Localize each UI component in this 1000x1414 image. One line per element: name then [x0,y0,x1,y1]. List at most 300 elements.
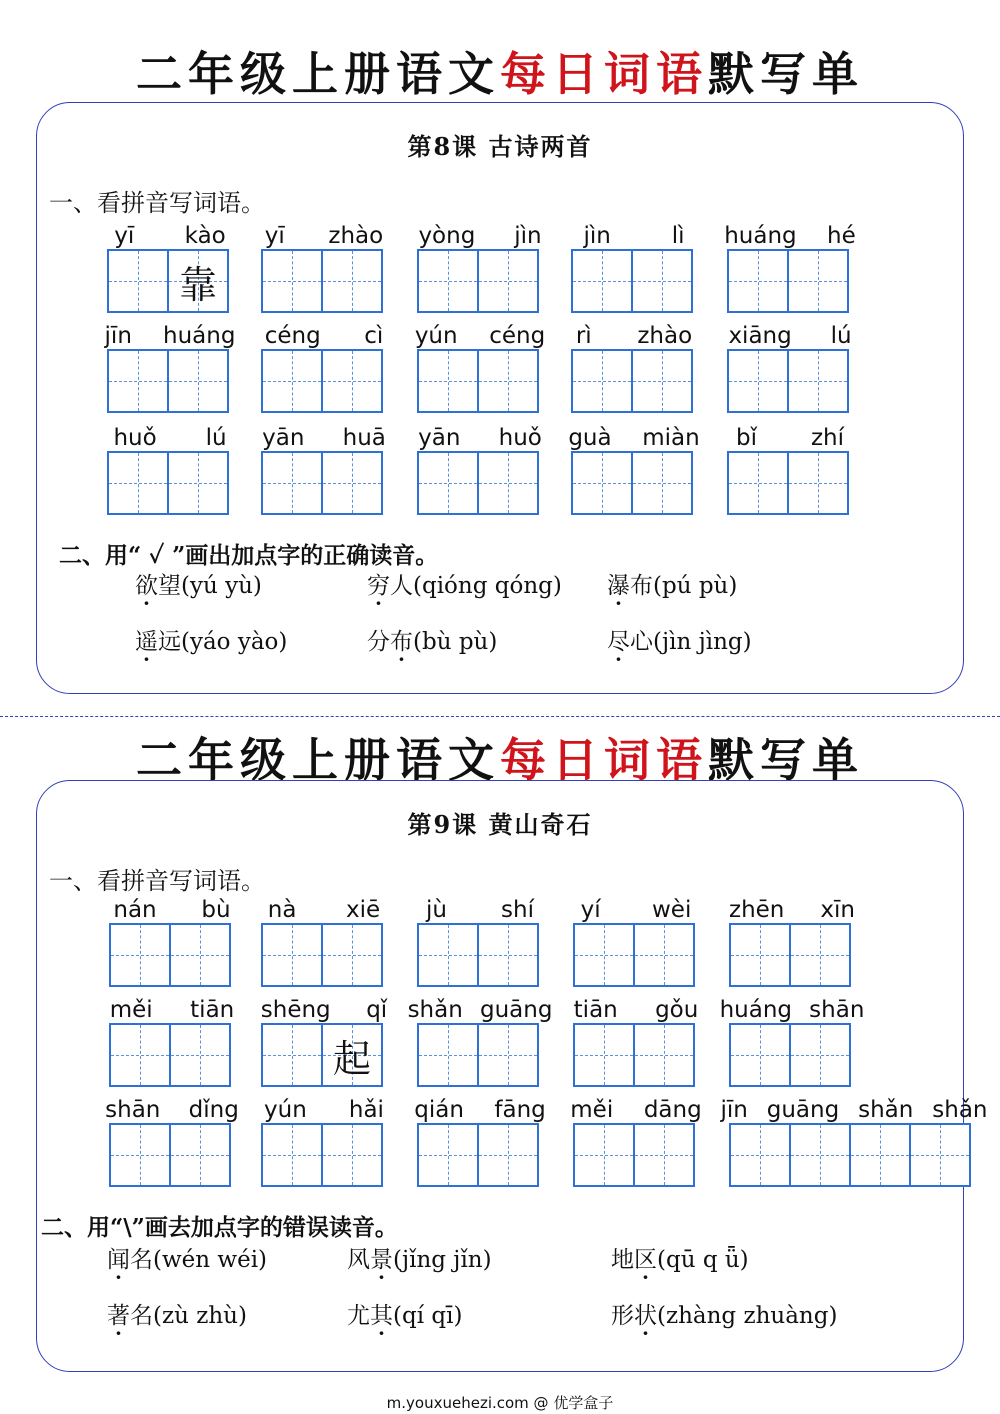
pinyin-row [399,897,561,923]
written-character [109,251,167,311]
dotted-character: 布 [390,629,413,655]
tianzige-boxes [417,451,537,515]
written-character [479,925,537,985]
written-character [263,1125,321,1185]
pinyin-syllable: lì [671,223,685,249]
tianzige-boxes [417,249,537,313]
pinyin-syllable: zhēn [729,897,785,923]
reading-choice-item[interactable] [135,567,262,600]
writing-cell[interactable] [109,1123,171,1187]
pinyin-syllable: jù [426,897,447,923]
writing-cell[interactable] [477,1123,539,1187]
tianzige-boxes [573,1123,693,1187]
written-character [419,925,477,985]
pinyin-syllable: shān [809,997,865,1023]
pinyin-syllable: yān [262,425,305,451]
written-character [851,1125,909,1185]
item-text: 远(yáo yào) [158,629,288,655]
written-character [635,925,693,985]
written-character [791,1125,849,1185]
item-text: (zhàng zhuàng) [657,1303,838,1329]
item-text: 形 [611,1303,634,1329]
writing-cell[interactable] [167,249,229,313]
writing-cell[interactable] [849,1123,911,1187]
pinyin-syllable: zhào [637,323,693,349]
title-highlight: 每日词语 [500,733,708,787]
writing-cell[interactable] [261,1123,323,1187]
pinyin-syllable: guāng [766,1097,840,1123]
pinyin-syllable: shān [105,1097,161,1123]
title-part: 默写单 [708,47,864,101]
writing-cell[interactable] [109,923,171,987]
written-character [263,453,321,513]
written-character: 靠 [178,262,217,307]
writing-cell[interactable] [787,249,849,313]
pinyin-syllable: shǎn [858,1097,914,1123]
written-character [263,351,321,411]
pinyin-syllable: cì [364,323,384,349]
pinyin-row [399,1097,561,1123]
dotted-character: 瀑 [607,573,630,599]
writing-cell[interactable] [261,349,323,413]
pinyin-syllable: nán [113,897,157,923]
written-character [169,453,227,513]
pinyin-syllable: shǎn [932,1097,988,1123]
writing-cell[interactable] [261,451,323,515]
pinyin-row [91,1097,253,1123]
pinyin-syllable: jīn [104,323,132,349]
pinyin-row [709,425,871,451]
pinyin-row [399,425,561,451]
pinyin-row [709,223,871,249]
writing-cell[interactable] [789,923,851,987]
pinyin-syllable: qián [414,1097,464,1123]
pinyin-row [555,897,717,923]
pinyin-syllable: dǐng [188,1097,239,1123]
written-character [111,925,169,985]
written-character [635,1025,693,1085]
writing-cell[interactable] [477,451,539,515]
written-character [111,1025,169,1085]
item-text: (jǐng jǐn) [393,1247,492,1273]
tianzige-boxes [417,349,537,413]
pinyin-row [711,1097,997,1123]
pinyin-syllable: céng [489,323,546,349]
dotted-character: 欲 [135,573,158,599]
sheet2-panel [36,780,988,1372]
pinyin-row [89,223,251,249]
title-highlight: 每日词语 [500,47,708,101]
pinyin-row [399,323,561,349]
pinyin-syllable: yún [264,1097,307,1123]
pinyin-row [89,425,251,451]
pinyin-syllable: huā [342,425,386,451]
item-text: (bù pù) [413,629,498,655]
dotted-character: 闻 [107,1247,130,1273]
reading-choice-item[interactable] [367,623,497,656]
dotted-character: 其 [370,1303,393,1329]
tianzige-boxes [571,451,691,515]
writing-cell[interactable] [167,451,229,515]
pinyin-syllable: jìn [583,223,611,249]
written-character [791,925,849,985]
pinyin-syllable: nà [267,897,297,923]
dotted-character: 区 [634,1247,657,1273]
pinyin-syllable: tiān [573,997,618,1023]
writing-cell[interactable] [729,923,791,987]
pinyin-syllable: dāng [643,1097,702,1123]
pinyin-row [89,323,251,349]
written-character [573,351,631,411]
written-character [731,1125,789,1185]
pinyin-syllable: zhào [328,223,384,249]
writing-cell[interactable] [727,249,789,313]
tianzige-boxes [261,1023,381,1087]
pinyin-syllable: shǎn [407,997,463,1023]
written-character [109,351,167,411]
writing-cell[interactable] [631,451,693,515]
writing-cell[interactable] [633,923,695,987]
question-1: 一、看拼音写词语。 [49,189,265,217]
reading-choice-item[interactable] [367,567,562,600]
writing-cell[interactable] [321,923,383,987]
writing-cell[interactable] [321,1023,383,1087]
written-character [635,1125,693,1185]
written-character [633,453,691,513]
lesson-title: 第8课 古诗两首 [407,132,593,161]
written-character [323,453,381,513]
written-character [479,351,537,411]
written-character [171,925,229,985]
writing-cell[interactable] [261,1023,323,1087]
tianzige-boxes [261,249,381,313]
pinyin-syllable: jīn [720,1097,748,1123]
writing-cell[interactable] [573,1123,635,1187]
written-character [323,351,381,411]
sheet1-title [0,38,1000,104]
written-character [109,453,167,513]
written-character [729,251,787,311]
reading-choice-item[interactable] [107,1241,267,1274]
reading-choice-item[interactable] [607,623,752,656]
question-2: 二、用“\”画去加点字的错误读音。 [41,1214,398,1241]
written-character [729,351,787,411]
pinyin-syllable: hǎi [348,1097,384,1123]
title-part: 默写单 [708,733,864,787]
tianzige-boxes [727,451,847,515]
tianzige-boxes [727,249,847,313]
writing-cell[interactable] [321,349,383,413]
item-text: 布(pú pù) [630,573,738,599]
tianzige-boxes [729,923,849,987]
writing-cell[interactable] [633,1123,695,1187]
pinyin-row [243,1097,405,1123]
reading-choice-item[interactable] [107,1297,247,1330]
pinyin-syllable: huǒ [113,425,157,451]
item-text: (qū q ǖ) [657,1247,749,1273]
tianzige-boxes [573,1023,693,1087]
tianzige-boxes [107,349,227,413]
tianzige-boxes [109,1123,229,1187]
title-part: 二年级上册语文 [136,47,500,101]
item-text: 地 [611,1247,634,1273]
dotted-character: 穷 [367,573,390,599]
writing-cell[interactable] [107,349,169,413]
tianzige-boxes [571,349,691,413]
writing-cell[interactable] [573,923,635,987]
writing-cell[interactable] [729,1023,791,1087]
writing-cell[interactable] [477,249,539,313]
writing-cell[interactable] [417,451,479,515]
writing-cell[interactable] [477,1023,539,1087]
pinyin-syllable: wèi [651,897,692,923]
writing-cell[interactable] [789,1023,851,1087]
reading-choice-item[interactable] [135,623,287,656]
writing-cell[interactable] [261,249,323,313]
pinyin-row [555,1097,717,1123]
written-character [479,453,537,513]
pinyin-syllable: bù [201,897,231,923]
tianzige-boxes [729,1123,969,1187]
pinyin-syllable: shí [501,897,534,923]
written-character [789,251,847,311]
sheet1-panel [36,102,964,694]
written-character [111,1125,169,1185]
writing-cell[interactable] [321,451,383,515]
written-character [419,251,477,311]
pinyin-syllable: yòng [418,223,476,249]
writing-cell[interactable] [169,923,231,987]
writing-cell[interactable] [787,349,849,413]
tianzige-boxes [573,923,693,987]
lesson-title: 第9课 黄山奇石 [407,810,593,839]
writing-cell[interactable] [909,1123,971,1187]
pinyin-syllable: lú [205,425,227,451]
pinyin-syllable: yí [580,897,601,923]
pinyin-syllable: yī [264,223,285,249]
pinyin-syllable: bǐ [735,425,757,451]
pinyin-syllable: fāng [494,1097,546,1123]
pinyin-row [243,997,405,1023]
cut-line [0,716,1000,717]
written-character [911,1125,969,1185]
tianzige-boxes [109,1023,229,1087]
written-character [729,453,787,513]
pinyin-row [553,223,715,249]
dotted-character: 状 [634,1303,657,1329]
written-character [171,1025,229,1085]
tianzige-boxes [571,249,691,313]
tianzige-boxes [107,249,227,313]
dotted-character: 遥 [135,629,158,655]
dotted-character: 尽 [607,629,630,655]
pinyin-syllable: yān [418,425,461,451]
pinyin-syllable: xīn [820,897,855,923]
written-character [575,925,633,985]
pinyin-row [91,897,253,923]
writing-cell[interactable] [477,923,539,987]
written-character [789,453,847,513]
pinyin-syllable: zhí [810,425,844,451]
writing-cell[interactable] [321,1123,383,1187]
pinyin-row [91,997,253,1023]
pinyin-syllable: huáng [724,223,797,249]
item-text: (qí qī) [393,1303,463,1329]
pinyin-row [243,323,405,349]
pinyin-syllable: shēng [260,997,331,1023]
writing-cell[interactable] [633,1023,695,1087]
written-character [479,251,537,311]
writing-cell[interactable] [631,349,693,413]
written-character [789,351,847,411]
reading-choice-item[interactable] [607,567,737,600]
written-character [575,1125,633,1185]
writing-cell[interactable] [109,1023,171,1087]
written-character [731,925,789,985]
written-character [573,251,631,311]
pinyin-syllable: lú [830,323,852,349]
pinyin-row [711,897,873,923]
dotted-character: 著 [107,1303,130,1329]
reading-choice-item[interactable] [347,1241,492,1274]
pinyin-row [243,897,405,923]
pinyin-syllable: gǒu [655,997,699,1023]
item-text: 名(wén wéi) [130,1247,268,1273]
pinyin-row [553,323,715,349]
item-text: 分 [367,629,390,655]
pinyin-row [399,997,561,1023]
writing-cell[interactable] [477,349,539,413]
writing-cell[interactable] [631,249,693,313]
footer: m.youxuehezi.com @ 优学盒子 [386,1394,614,1412]
written-character [573,453,631,513]
written-character [263,1025,321,1085]
writing-cell[interactable] [417,1123,479,1187]
written-character: 起 [332,1036,371,1081]
tianzige-boxes [261,1123,381,1187]
writing-cell[interactable] [729,1123,791,1187]
writing-cell[interactable] [169,1123,231,1187]
pinyin-row [243,425,405,451]
writing-cell[interactable] [571,349,633,413]
writing-cell[interactable] [417,923,479,987]
pinyin-row [555,997,717,1023]
pinyin-syllable: céng [264,323,321,349]
writing-cell[interactable] [571,249,633,313]
writing-cell[interactable] [787,451,849,515]
writing-cell[interactable] [261,923,323,987]
pinyin-row [399,223,561,249]
tianzige-boxes [261,451,381,515]
pinyin-syllable: yī [114,223,135,249]
writing-cell[interactable] [167,349,229,413]
written-character [731,1025,789,1085]
writing-cell[interactable] [727,451,789,515]
item-text: 人(qióng qóng) [390,573,562,599]
pinyin-syllable: tiān [190,997,235,1023]
tianzige-boxes [261,349,381,413]
pinyin-syllable: qǐ [366,997,388,1023]
written-character [479,1125,537,1185]
pinyin-syllable: kào [184,223,226,249]
writing-cell[interactable] [169,1023,231,1087]
pinyin-syllable: jìn [514,223,542,249]
pinyin-syllable: huáng [719,997,793,1023]
written-character [633,251,691,311]
item-text: 风 [347,1247,370,1273]
tianzige-boxes [109,923,229,987]
written-character [171,1125,229,1185]
pinyin-syllable: xiē [346,897,381,923]
pinyin-syllable: yún [414,323,458,349]
pinyin-row [243,223,405,249]
written-character [169,351,227,411]
tianzige-boxes [417,923,537,987]
writing-cell[interactable] [417,1023,479,1087]
reading-choice-item[interactable] [611,1241,749,1274]
writing-cell[interactable] [571,451,633,515]
tianzige-boxes [417,1023,537,1087]
pinyin-syllable: měi [570,1097,614,1123]
written-character [419,1025,477,1085]
question-2: 二、用“ ✓ ”画出加点字的正确读音。 [59,542,439,569]
written-character [323,1125,381,1185]
tianzige-boxes [417,1123,537,1187]
pinyin-syllable: huáng [163,323,236,349]
written-character [633,351,691,411]
writing-cell[interactable] [417,349,479,413]
item-text: 名(zù zhù) [130,1303,247,1329]
written-character [479,1025,537,1085]
written-character [323,251,381,311]
writing-cell[interactable] [727,349,789,413]
reading-choice-item[interactable] [347,1297,462,1330]
item-text: 尤 [347,1303,370,1329]
writing-cell[interactable] [107,249,169,313]
tianzige-boxes [107,451,227,515]
pinyin-syllable: hé [827,223,856,249]
pinyin-syllable: guà [568,425,612,451]
tianzige-boxes [727,349,847,413]
question-1: 一、看拼音写词语。 [49,867,265,895]
reading-choice-item[interactable] [611,1297,837,1330]
dotted-character: 景 [370,1247,393,1273]
written-character [263,925,321,985]
pinyin-syllable: xiāng [728,323,792,349]
writing-cell[interactable] [573,1023,635,1087]
writing-cell[interactable] [789,1123,851,1187]
written-character [263,251,321,311]
pinyin-syllable: miàn [642,425,700,451]
pinyin-syllable: měi [109,997,153,1023]
pinyin-row [709,323,871,349]
writing-cell[interactable] [417,249,479,313]
pinyin-syllable: guāng [479,997,553,1023]
pinyin-row [711,997,873,1023]
written-character [419,1125,477,1185]
item-text: 心(jìn jìng) [630,629,752,655]
pinyin-syllable: rì [575,323,592,349]
tianzige-boxes [261,923,381,987]
writing-cell[interactable] [107,451,169,515]
tianzige-boxes [729,1023,849,1087]
written-character [575,1025,633,1085]
pinyin-row [553,425,715,451]
pinyin-syllable: huǒ [498,425,542,451]
written-character [419,453,477,513]
written-character [323,925,381,985]
writing-cell[interactable] [321,249,383,313]
